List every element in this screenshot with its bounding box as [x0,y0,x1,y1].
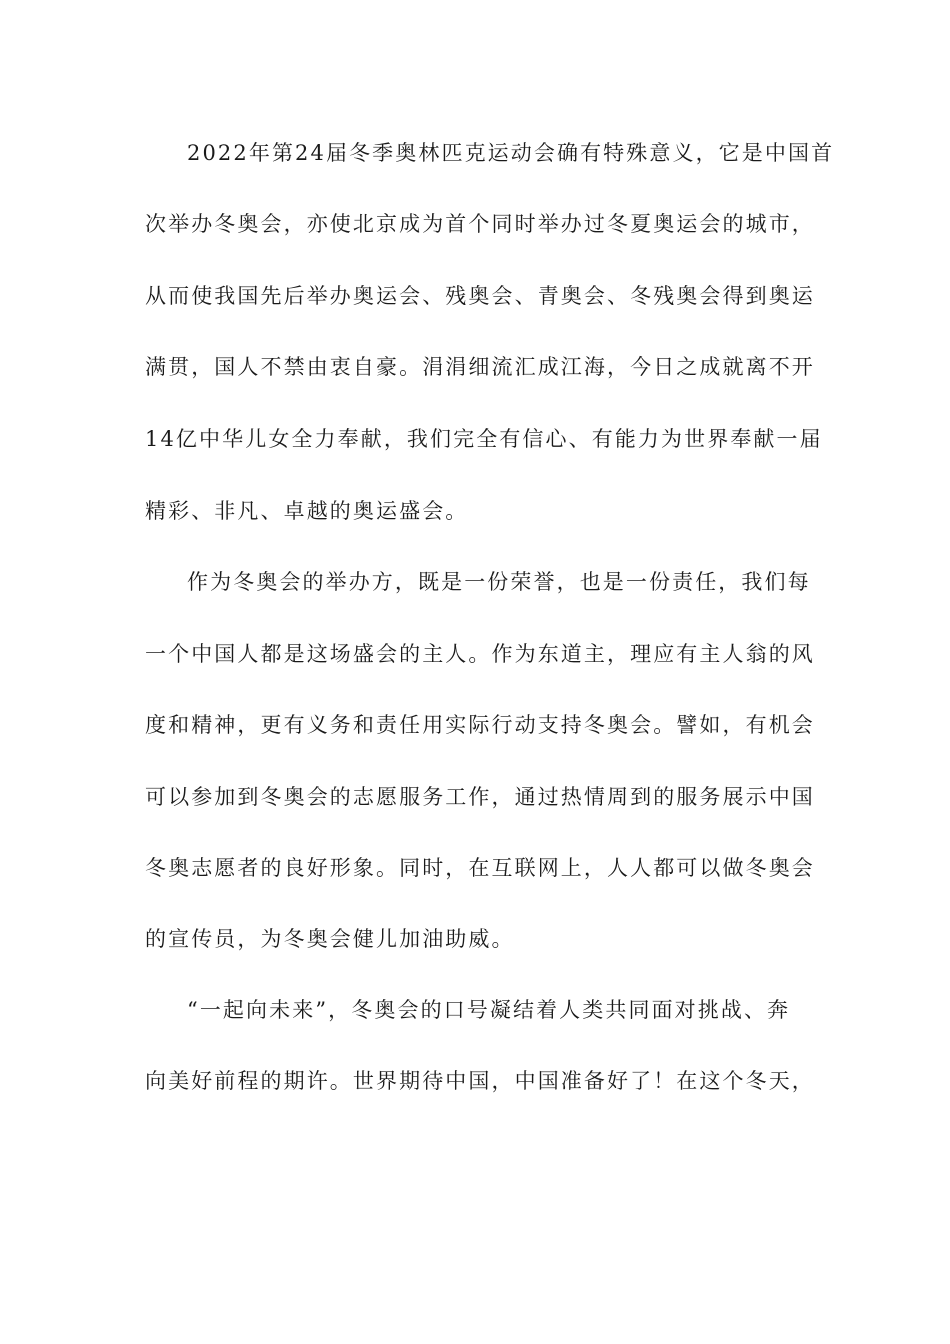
paragraph-1-line-3: 从而使我国先后举办奥运会、残奥会、青奥会、冬残奥会得到奥运 [145,284,815,308]
paragraph-2-line-6: 的宣传员，为冬奥会健儿加油助威。 [145,927,515,951]
paragraph-2-line-1: 作为冬奥会的举办方，既是一份荣誉，也是一份责任，我们每 [187,570,811,594]
paragraph-3-line-1: “一起向未来”，冬奥会的口号凝结着人类共同面对挑战、奔 [187,998,791,1022]
paragraph-3-line-2: 向美好前程的期许。世界期待中国，中国准备好了！在这个冬天， [145,1069,815,1093]
paragraph-2-line-5: 冬奥志愿者的良好形象。同时，在互联网上，人人都可以做冬奥会 [145,856,815,880]
paragraph-2-line-4: 可以参加到冬奥会的志愿服务工作，通过热情周到的服务展示中国 [145,785,815,809]
paragraph-2-line-3: 度和精神，更有义务和责任用实际行动支持冬奥会。譬如，有机会 [145,713,815,737]
paragraph-1-line-5: 14亿中华儿女全力奉献，我们完全有信心、有能力为世界奉献一届 [145,427,823,451]
paragraph-1-line-2: 次举办冬奥会，亦使北京成为首个同时举办过冬夏奥运会的城市， [145,212,815,236]
paragraph-1-line-1: 2022年第24届冬季奥林匹克运动会确有特殊意义，它是中国首 [187,141,835,165]
paragraph-1-line-6: 精彩、非凡、卓越的奥运盛会。 [145,499,469,523]
paragraph-2-line-2: 一个中国人都是这场盛会的主人。作为东道主，理应有主人翁的风 [145,642,815,666]
paragraph-1-line-4: 满贯，国人不禁由衷自豪。涓涓细流汇成江海，今日之成就离不开 [145,355,815,379]
